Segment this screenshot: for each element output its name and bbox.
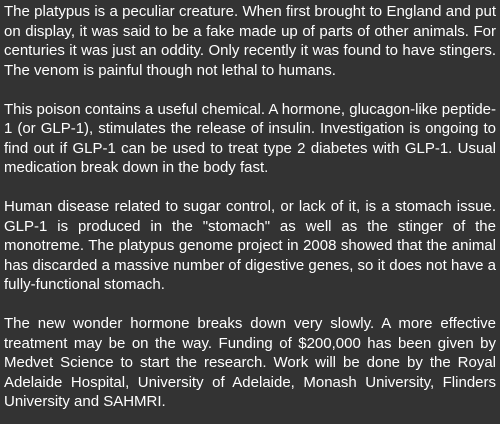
- paragraph-platypus-intro: The platypus is a peculiar creature. When first brought to England and put on display, it was said to be a fake made up of parts of other animals. For centuries it was just an oddity. Only recently it was found to have stingers. The venom is painful though not lethal to humans.: [4, 3, 496, 79]
- paragraph-glp1-poison: This poison contains a useful chemical. A hormone, glucagon-like peptide-1 (or GLP-1), stimulates the release of insulin. Investigation is ongoing to find out if GLP-1 can be used to treat type 2 diabetes with GLP-1. Usual medication break down in the body fast.: [4, 100, 496, 176]
- article-body: [4, 2, 496, 412]
- paragraph-stomach-genome: Human disease related to sugar control, or lack of it, is a stomach issue. GLP-1 is produced in the "stomach" as well as the stinger of the monotreme. The platypus genome project in 2008 showed that the animal has discarded a massive number of digestive genes, so it does not have a fully-functional stomach.: [4, 198, 496, 293]
- paragraph-research-funding: The new wonder hormone breaks down very slowly. A more effective treatment may be on the way. Funding of $200,000 has been given by Medvet Science to start the research. Work will be done by the Royal Adelaide Hospital, University of Adelaide, Monash University, Flinders University and SAHMRI.: [4, 315, 496, 410]
